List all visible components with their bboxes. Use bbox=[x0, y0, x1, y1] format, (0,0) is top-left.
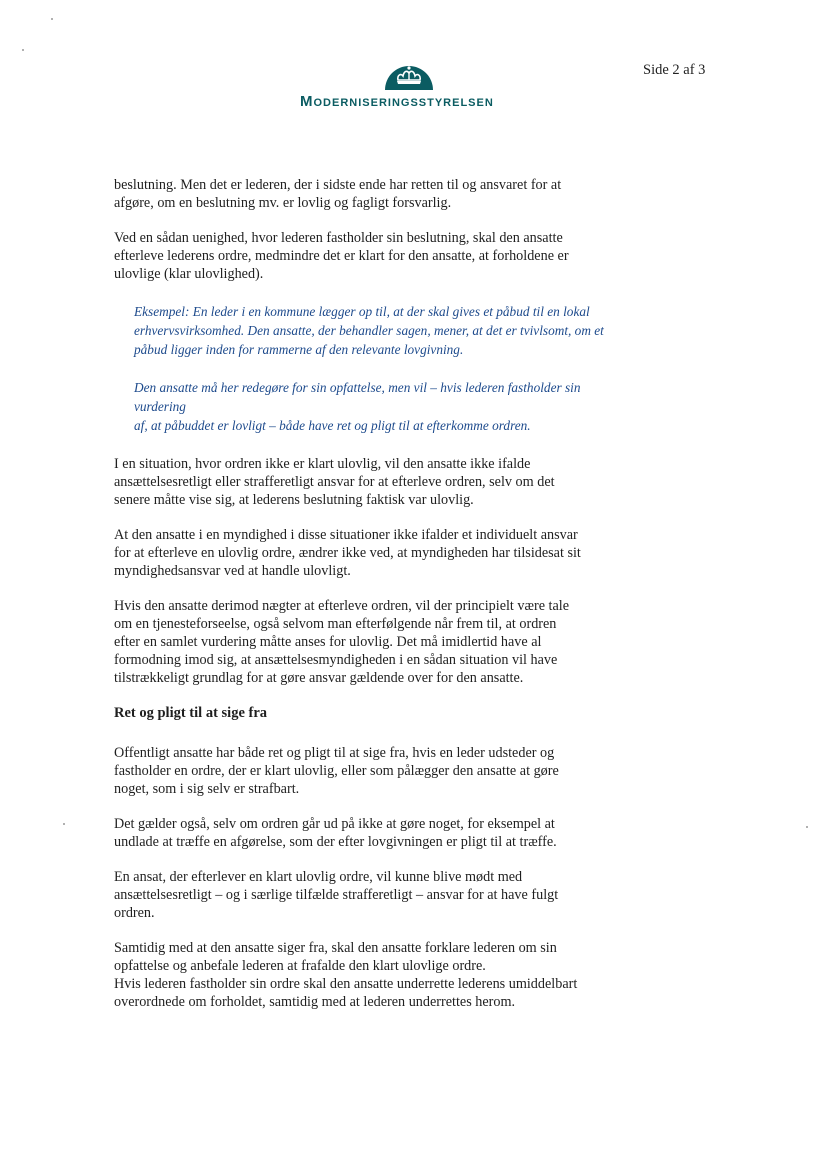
agency-name bbox=[300, 93, 522, 110]
paragraph-1: beslutning. Men det er lederen, der i sidste ende har retten til og ansvaret for at afgøre, om en beslutning mv. er lovlig og fagligt forsvarlig. bbox=[114, 177, 562, 211]
paragraph-8: En ansat, der efterlever en klart ulovlig ordre, vil kunne blive mødt med ansættelsesretligt – og i særlige tilfælde strafferetligt – ansvar for at have fulgt ordren. bbox=[114, 869, 559, 921]
scan-speck bbox=[51, 18, 53, 20]
paragraph-7: Det gælder også, selv om ordren går ud på ikke at gøre noget, for eksempel at undlade at træffe en afgørelse, som der efter lovgivningen er pligt til at træffe. bbox=[114, 816, 557, 850]
scan-speck bbox=[63, 823, 65, 825]
paragraph-4: At den ansatte i en myndighed i disse situationer ikke ifalder et individuelt ansvar for at efterleve en ulovlig ordre, ændrer ikke ved, at myndigheden har tilsidesat sit myndighedsansvar ved at handle ulovligt. bbox=[114, 527, 581, 579]
page-number: Side 2 af 3 bbox=[643, 62, 706, 78]
scan-speck bbox=[806, 826, 808, 828]
example-2: Den ansatte må her redegøre for sin opfattelse, men vil – hvis lederen fastholder sin vurdering af, at påbuddet er lovligt – både have ret og pligt til at efterkomme ordren. bbox=[134, 380, 581, 433]
scan-speck bbox=[22, 49, 24, 51]
example-1: Eksempel: En leder i en kommune lægger op til, at der skal gives et påbud til en lokal erhvervsvirksomhed. Den ansatte, der behandler sagen, mener, at det er tvivlsomt, om et påbud ligger inden for rammerne af den relevante lovgivning. bbox=[134, 304, 604, 357]
section-heading: Ret og pligt til at sige fra bbox=[114, 705, 268, 721]
agency-name-rest: ODERNISERINGSSTYRELSEN bbox=[313, 97, 494, 109]
document-body bbox=[114, 176, 614, 1028]
paragraph-5: Hvis den ansatte derimod nægter at efterleve ordren, vil der principielt være tale om en tjenesteforseelse, også selvom man efterfølgende når frem til, at ordren efter en samlet vurdering måtte anses for ulovlig. Det må imidlertid have al formodning imod sig, at ansættelsesmyndigheden i en sådan situation vil have tilstrækkeligt grundlag for at gøre ansvar gældende over for den ansatte. bbox=[114, 598, 570, 686]
paragraph-6: Offentligt ansatte har både ret og pligt til at sige fra, hvis en leder udsteder og fastholder en ordre, der er klart ulovlig, eller som pålægger den ansatte at gøre noget, som i sig selv er strafbart. bbox=[114, 745, 559, 797]
paragraph-3: I en situation, hvor ordren ikke er klart ulovlig, vil den ansatte ikke ifalde ansættelsesretligt eller strafferetligt ansvar for at efterleve ordren, selv om det senere måtte vise sig, at lederens beslutning faktisk var ulovlig. bbox=[114, 456, 555, 508]
crown-logo-icon bbox=[383, 60, 435, 90]
paragraph-2: Ved en sådan uenighed, hvor lederen fastholder sin beslutning, skal den ansatte efterleve lederens ordre, medmindre det er klart for den ansatte, at forholdene er ulovlige (klar ulovlighed). bbox=[114, 230, 569, 282]
agency-name-initial: M bbox=[300, 93, 314, 110]
paragraph-9: Samtidig med at den ansatte siger fra, skal den ansatte forklare lederen om sin opfattelse og anbefale lederen at frafalde den klart ulovlige ordre. Hvis lederen fastholder sin ordre skal den ansatte underrette lederens umiddelbart overordnede om forholdet, samtidig med at lederen underrettes herom. bbox=[114, 940, 578, 1010]
